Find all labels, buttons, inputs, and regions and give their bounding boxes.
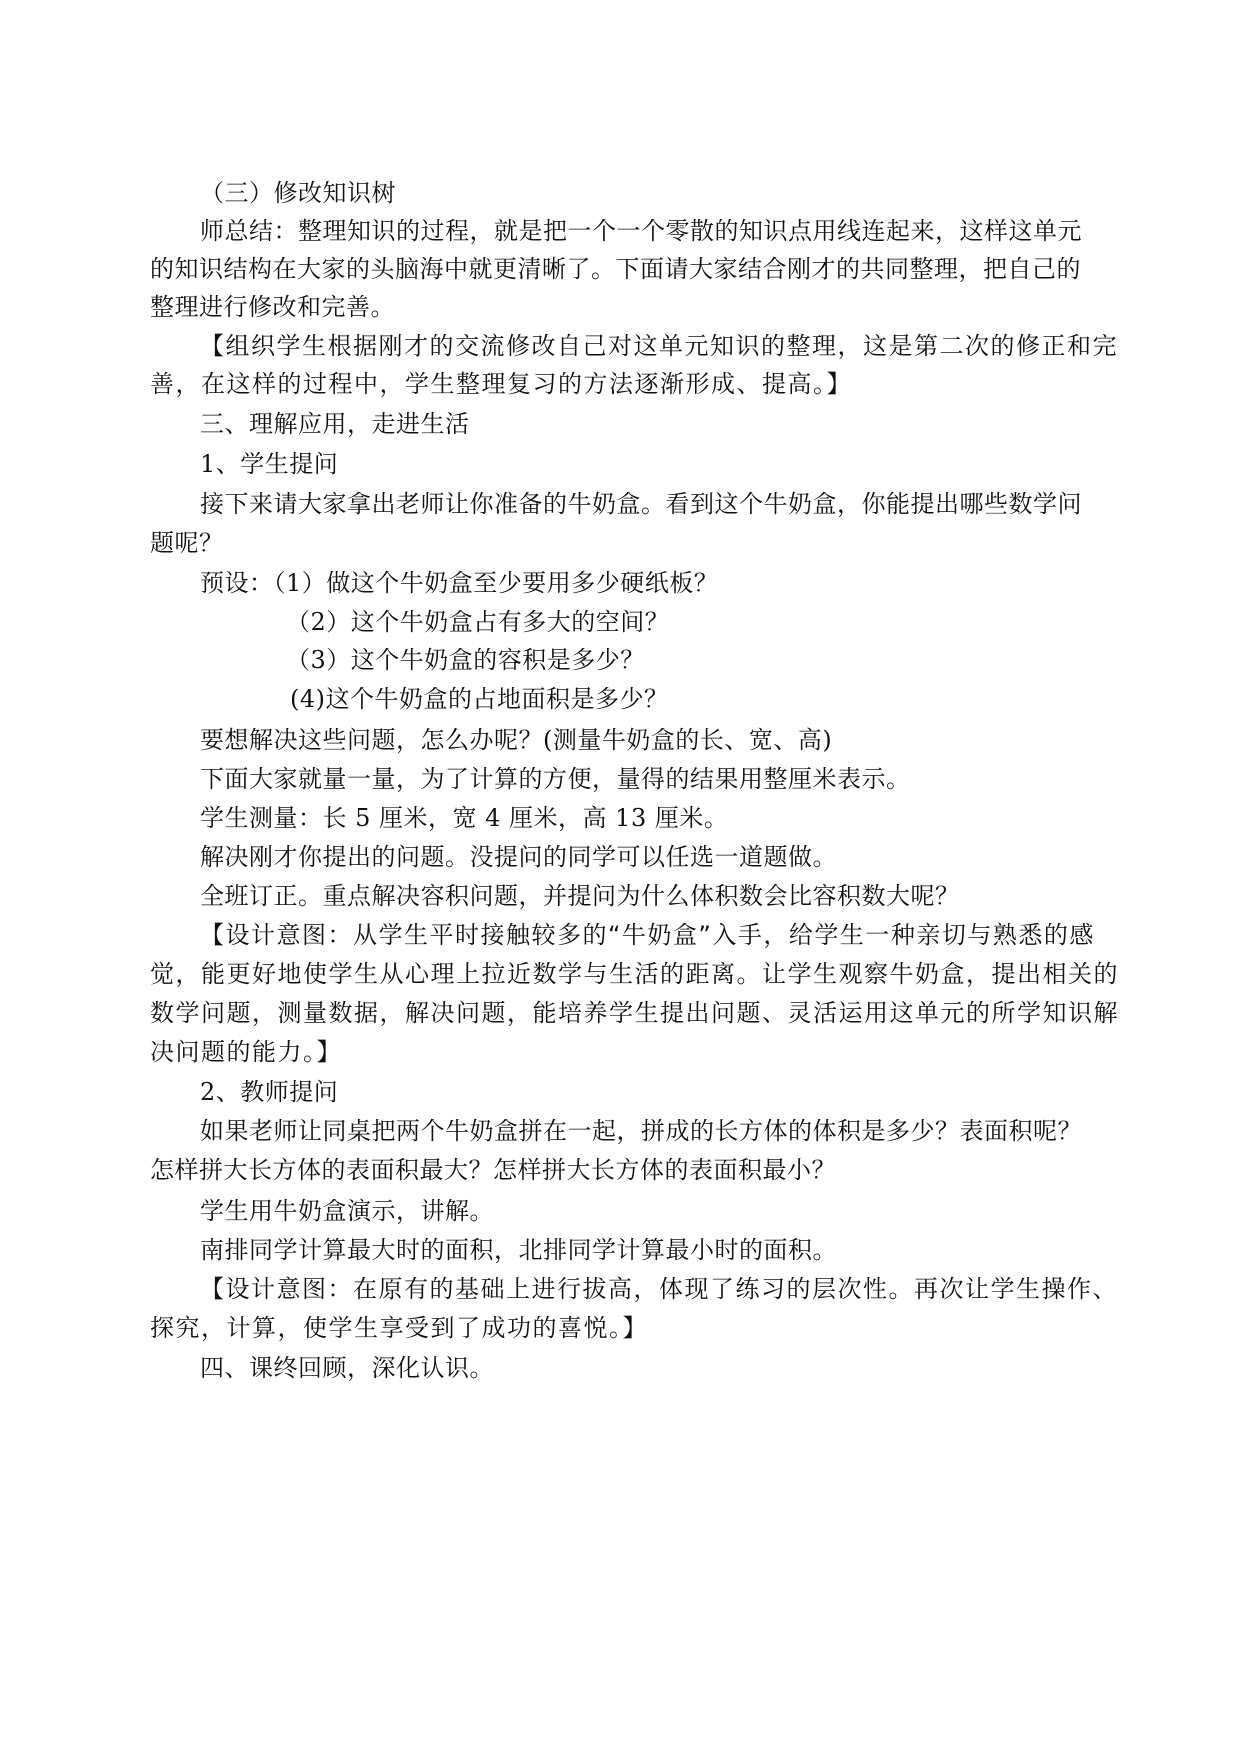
design-note-line: 决问题的能力。】 <box>150 1038 342 1066</box>
paragraph-line: 全班订正。重点解决容积问题，并提问为什么体积数会比容积数大呢？ <box>200 882 960 910</box>
paragraph-line: 如果老师让同桌把两个牛奶盒拼在一起，拼成的长方体的体积是多少？表面积呢？ <box>200 1117 1082 1145</box>
design-note-line: 善，在这样的过程中，学生整理复习的方法逐渐形成、提高。】 <box>150 370 852 398</box>
preset-question: (4)这个牛奶盒的占地面积是多少？ <box>290 685 669 713</box>
subsection-heading: 1、学生提问 <box>200 450 339 478</box>
design-note-line: 探究，计算，使学生享受到了成功的喜悦。】 <box>150 1314 648 1342</box>
design-note-line: 【设计意图：从学生平时接触较多的“牛奶盒”入手，给学生一种亲切与熟悉的感 <box>200 921 1095 949</box>
paragraph-line: 师总结：整理知识的过程，就是把一个一个零散的知识点用线连起来，这样这单元 <box>200 217 1082 245</box>
section-heading: 四、课终回顾，深化认识。 <box>200 1354 494 1382</box>
design-note-line: 【组织学生根据刚才的交流修改自己对这单元知识的整理，这是第二次的修正和完 <box>200 332 1118 360</box>
design-note-line: 【设计意图：在原有的基础上进行拔高，体现了练习的层次性。再次让学生操作、 <box>200 1275 1118 1303</box>
section-heading: （三）修改知识树 <box>200 179 396 207</box>
design-note-line: 数学问题，测量数据，解决问题，能培养学生提出问题、灵活运用这单元的所学知识解 <box>150 999 1119 1027</box>
paragraph-line: 的知识结构在大家的头脑海中就更清晰了。下面请大家结合刚才的共同整理，把自己的 <box>150 255 1081 283</box>
paragraph-line: 学生测量：长 5 厘米，宽 4 厘米，高 13 厘米。 <box>200 804 729 832</box>
section-heading: 三、理解应用，走进生活 <box>200 410 470 438</box>
paragraph-line: 接下来请大家拿出老师让你准备的牛奶盒。看到这个牛奶盒，你能提出哪些数学问 <box>200 490 1082 518</box>
design-note-line: 觉，能更好地使学生从心理上拉近数学与生活的距离。让学生观察牛奶盒，提出相关的 <box>150 960 1119 988</box>
paragraph-line: 南排同学计算最大时的面积，北排同学计算最小时的面积。 <box>200 1236 837 1264</box>
subsection-heading: 2、教师提问 <box>200 1078 339 1106</box>
preset-question: （3）这个牛奶盒的容积是多少？ <box>286 646 645 674</box>
paragraph-line: 要想解决这些问题，怎么办呢？(测量牛奶盒的长、宽、高) <box>200 726 833 754</box>
paragraph-line: 解决刚才你提出的问题。没提问的同学可以任选一道题做。 <box>200 843 837 871</box>
paragraph-line: 整理进行修改和完善。 <box>150 293 395 321</box>
paragraph-line: 学生用牛奶盒演示，讲解。 <box>200 1197 494 1225</box>
preset-question: 预设：（1）做这个牛奶盒至少要用多少硬纸板？ <box>200 569 719 597</box>
preset-question: （2）这个牛奶盒占有多大的空间？ <box>286 608 670 636</box>
paragraph-line: 下面大家就量一量，为了计算的方便，量得的结果用整厘米表示。 <box>200 765 911 793</box>
paragraph-line: 怎样拼大长方体的表面积最大？怎样拼大长方体的表面积最小？ <box>150 1156 836 1184</box>
paragraph-line: 题呢？ <box>150 529 224 557</box>
